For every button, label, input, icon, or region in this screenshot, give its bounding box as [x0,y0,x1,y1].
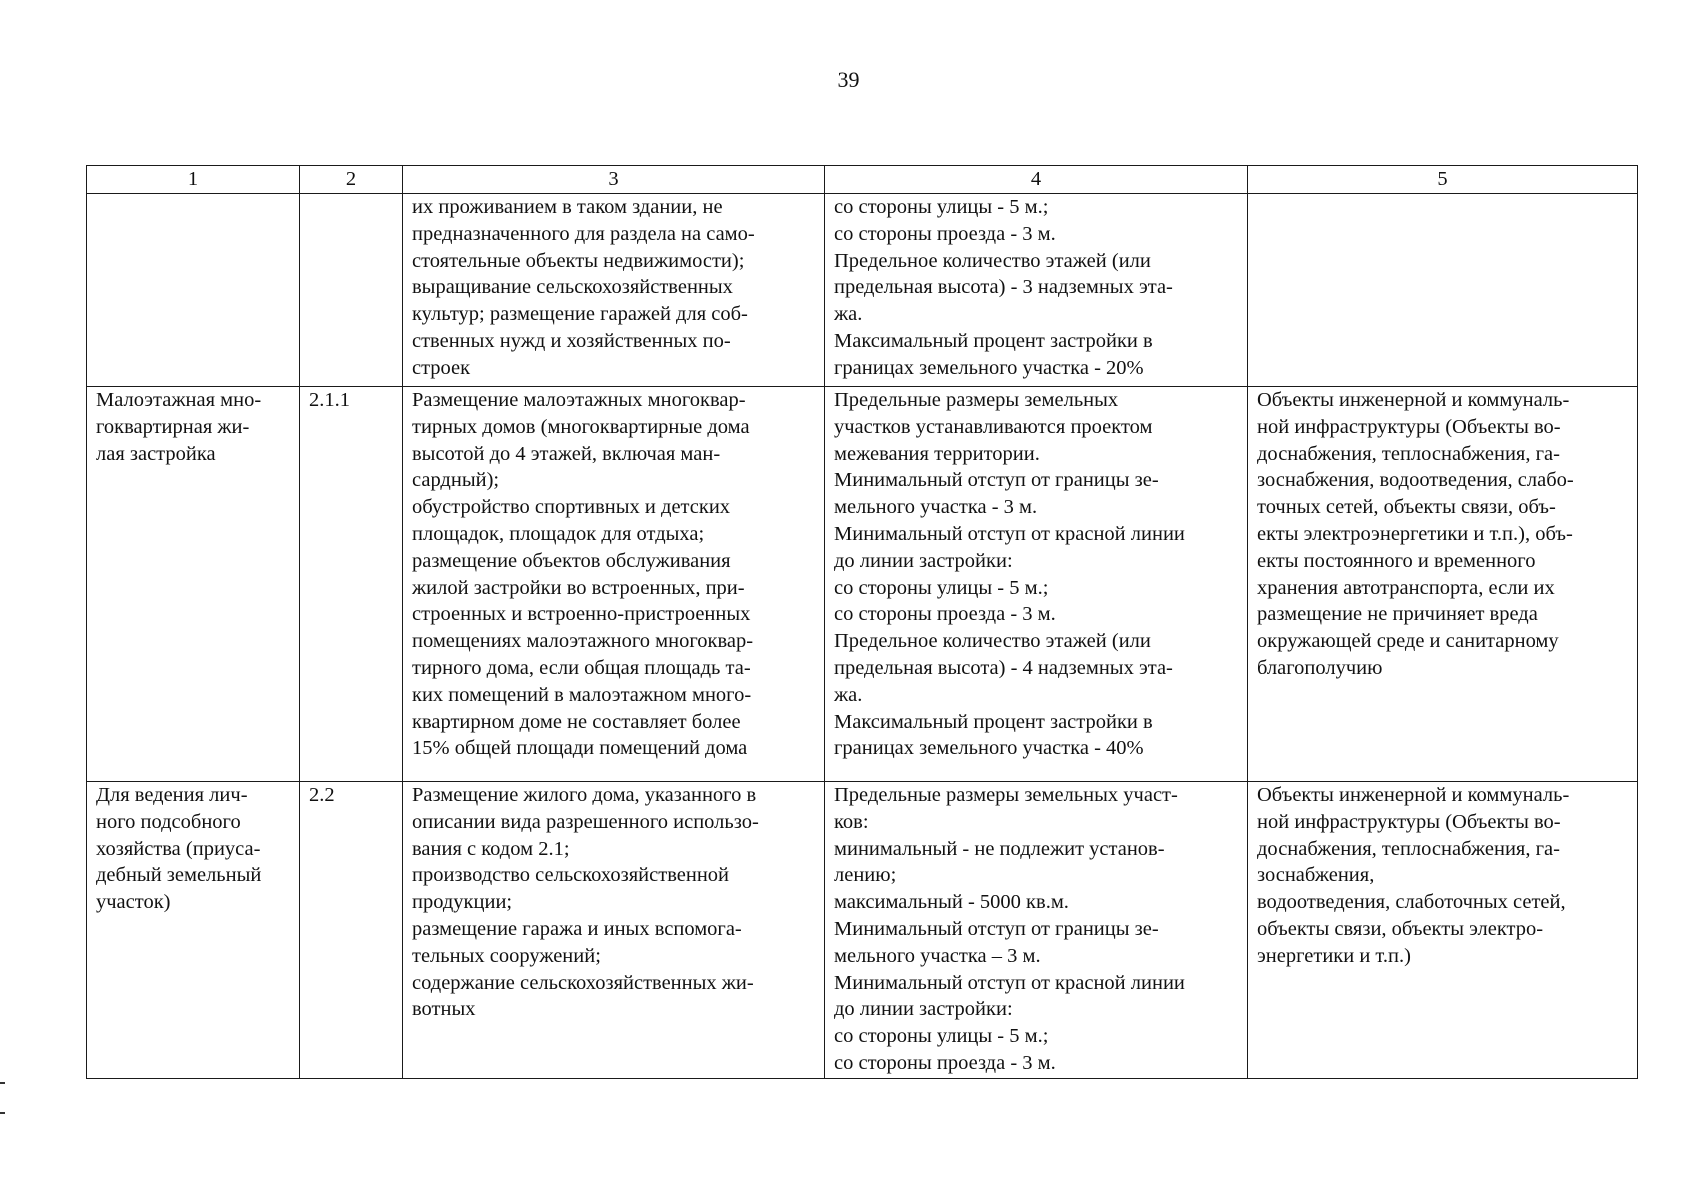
use-type-code: 2.2 [300,782,403,1079]
use-type-name: Малоэтажная мно- гоквартирная жи- лая застройка [87,387,300,782]
table-row [87,782,1638,1079]
use-type-name: Для ведения лич- ного подсобного хозяйства (приуса- дебный земельный участок) [87,782,300,1079]
header-col-5: 5 [1248,166,1638,194]
use-type-parameters: Предельные размеры земельных участков устанавливаются проектом межевания территории. Минимальный отступ от границы зе- мельного участка - 3 м. Минимальный отступ от красной линии до линии застройки: со стороны улицы - 5 м.; со стороны проезда - 3 м. Предельное количество этажей (или предельная высота) - 4 надземных эта- жа. Максимальный процент застройки в границах земельного участка - 40% [825,387,1248,782]
table-header-row [87,166,1638,194]
use-type-name [87,194,300,387]
table-row [87,387,1638,782]
use-type-auxiliary: Объекты инженерной и коммуналь- ной инфраструктуры (Объекты во- доснабжения, теплоснабжения, га- зоснабжения, водоотведения, слаботочных сетей, объекты связи, объекты электро- энергетики и т.п.) [1248,782,1638,1079]
use-type-description: Размещение жилого дома, указанного в описании вида разрешенного использо- вания с кодом 2.1; производство сельскохозяйственной продукции; размещение гаража и иных вспомога- тельных сооружений; содержание сельскохозяйственных жи- вотных [403,782,825,1079]
header-col-2: 2 [300,166,403,194]
use-type-description: Размещение малоэтажных многоквар- тирных домов (многоквартирные дома высотой до 4 этажей, включая ман- сардный); обустройство спортивных и детских площадок, площадок для отдыха; размещение объектов обслуживания жилой застройки во встроенных, при- строенных и встроенно-пристроенных помещениях малоэтажного многоквар- тирного дома, если общая площадь та- ких помещений в малоэтажном много- квартирном доме не составляет более 15% общей площади помещений дома [403,387,825,782]
use-type-auxiliary [1248,194,1638,387]
header-col-3: 3 [403,166,825,194]
use-type-description: их проживанием в таком здании, не предназначенного для раздела на само- стоятельные объекты недвижимости); выращивание сельскохозяйственных культур; размещение гаражей для соб- ственных нужд и хозяйственных по- строек [403,194,825,387]
header-col-4: 4 [825,166,1248,194]
header-col-1: 1 [87,166,300,194]
scan-margin-mark [0,1112,5,1114]
zoning-regulations-table [86,165,1638,1079]
use-type-code [300,194,403,387]
page-number: 39 [837,67,860,92]
table-row [87,194,1638,387]
use-type-parameters: Предельные размеры земельных участ- ков: минимальный - не подлежит установ- лению; максимальный - 5000 кв.м. Минимальный отступ от границы зе- мельного участка – 3 м. Минимальный отступ от красной линии до линии застройки: со стороны улицы - 5 м.; со стороны проезда - 3 м. [825,782,1248,1079]
scan-margin-mark [0,1082,5,1084]
use-type-auxiliary: Объекты инженерной и коммуналь- ной инфраструктуры (Объекты во- доснабжения, теплоснабжения, га- зоснабжения, водоотведения, слабо- точных сетей, объекты связи, объ- екты электроэнергетики и т.п.), объ- екты постоянного и временного хранения автотранспорта, если их размещение не причиняет вреда окружающей среде и санитарному благополучию [1248,387,1638,782]
use-type-parameters: со стороны улицы - 5 м.; со стороны проезда - 3 м. Предельное количество этажей (или предельная высота) - 3 надземных эта- жа. Максимальный процент застройки в границах земельного участка - 20% [825,194,1248,387]
use-type-code: 2.1.1 [300,387,403,782]
